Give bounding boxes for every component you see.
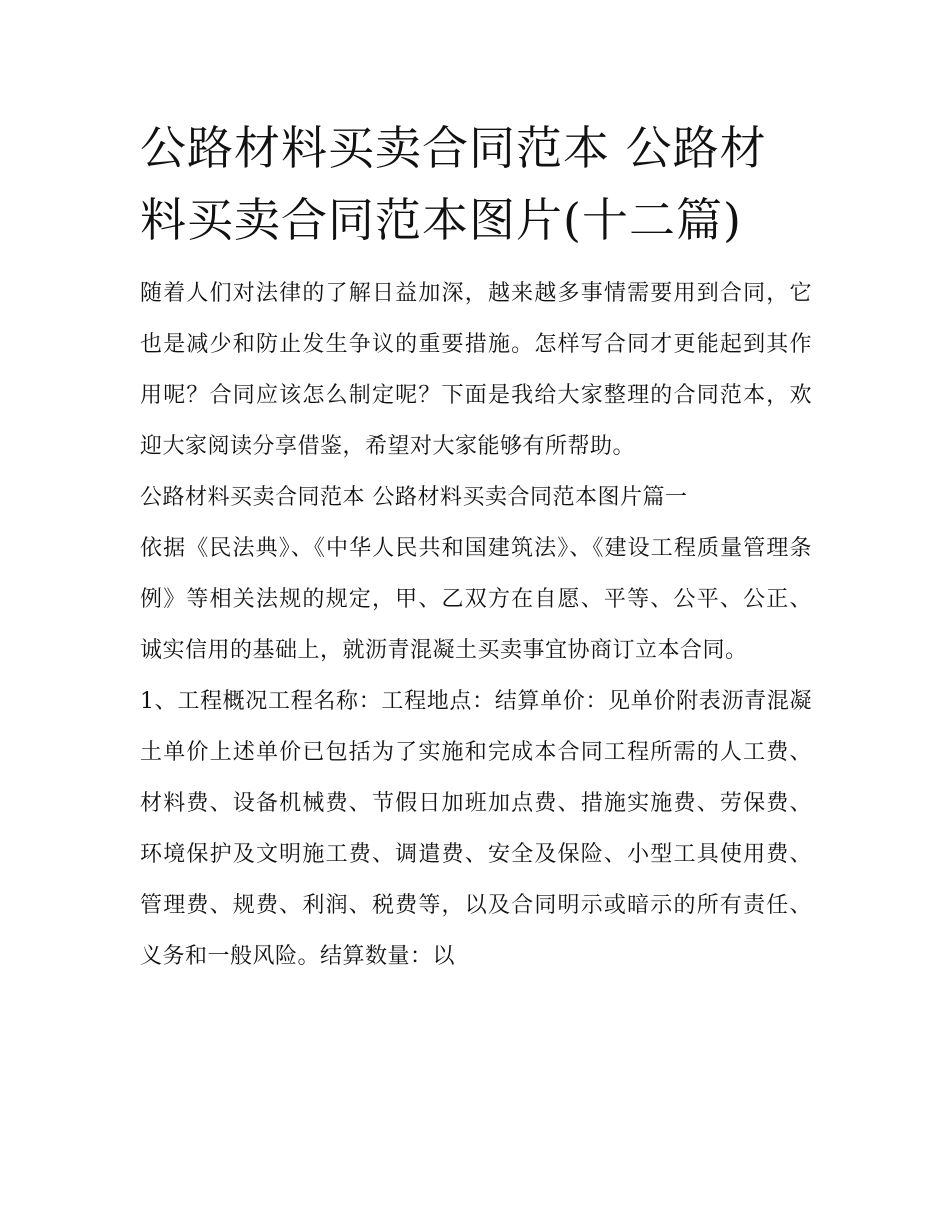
- clause-1-paragraph: 1、工程概况工程名称：工程地点：结算单价：见单价附表沥青混凝土单价上述单价已包括为了实施和完成本合同工程所需的人工费、材料费、设备机械费、节假日加班加点费、措施实施费、劳保费、环境保护及文明施工费、调遣费、安全及保险、小型工具使用费、管理费、规费、利润、税费等，以及合同明示或暗示的所有责任、义务和一般风险。结算数量：以: [140, 689, 812, 969]
- section-heading: 公路材料买卖合同范本 公路材料买卖合同范本图片篇一: [140, 485, 688, 510]
- document-page: [140, 112, 812, 982]
- basis-paragraph: 依据《民法典》、《中华人民共和国建筑法》、《建设工程质量管理条例》等相关法规的规定，甲、乙双方在自愿、平等、公平、公正、诚实信用的基础上，就沥青混凝土买卖事宜协商订立本合同。: [140, 536, 812, 663]
- document-title: 公路材料买卖合同范本 公路材料买卖合同范本图片(十二篇): [140, 121, 767, 247]
- intro-paragraph: 随着人们对法律的了解日益加深，越来越多事情需要用到合同，它也是减少和防止发生争议的重要措施。怎样写合同才更能起到其作用呢？合同应该怎么制定呢？下面是我给大家整理的合同范本，欢迎大家阅读分享借鉴，希望对大家能够有所帮助。: [140, 281, 812, 459]
